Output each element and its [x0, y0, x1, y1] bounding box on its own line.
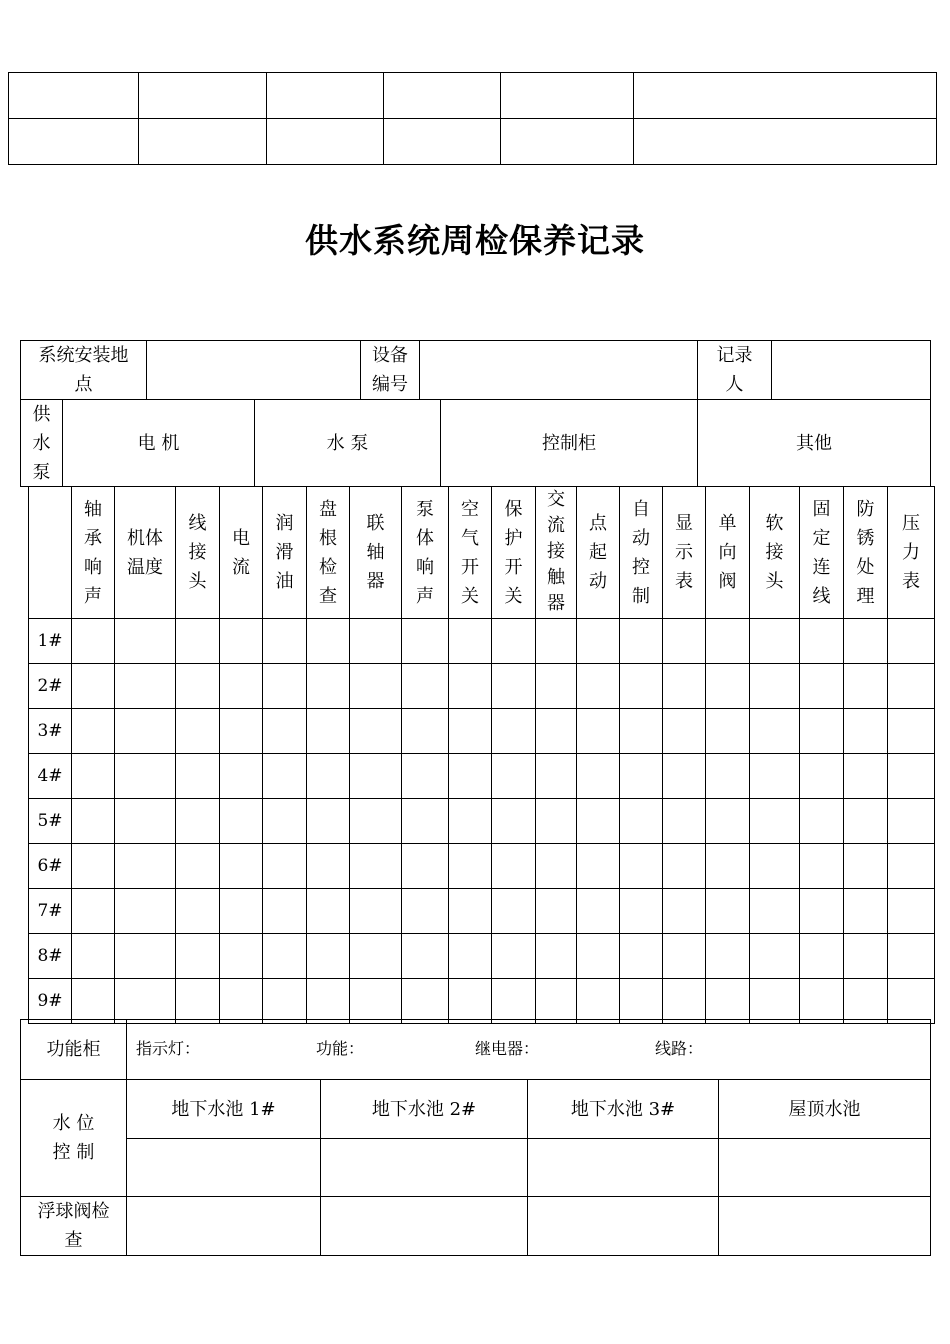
- record-cell[interactable]: [449, 979, 492, 1024]
- record-cell[interactable]: [449, 619, 492, 664]
- record-cell[interactable]: [350, 934, 402, 979]
- record-cell[interactable]: [536, 979, 577, 1024]
- record-cell[interactable]: [706, 754, 750, 799]
- record-cell[interactable]: [263, 709, 307, 754]
- device-no-label-cell: [360, 340, 420, 400]
- column-header: [350, 487, 402, 619]
- column-header-label: 软接头: [765, 513, 784, 592]
- corner-cell: [29, 487, 72, 619]
- record-cell[interactable]: [263, 619, 307, 664]
- page-title: 供水系统周检保养记录: [305, 221, 645, 260]
- water-level-label-cell: [20, 1079, 127, 1197]
- record-cell[interactable]: [844, 709, 888, 754]
- recorder-field[interactable]: [771, 340, 931, 400]
- column-header: [750, 487, 800, 619]
- record-cell[interactable]: [800, 844, 844, 889]
- record-cell[interactable]: [577, 934, 620, 979]
- pool-header-label: 地下水池 3#: [570, 1098, 676, 1120]
- row-label: 6#: [29, 844, 72, 889]
- record-cell[interactable]: [307, 844, 350, 889]
- record-cell[interactable]: [220, 799, 263, 844]
- float-valve-cell[interactable]: [126, 1196, 321, 1256]
- record-cell[interactable]: [115, 979, 176, 1024]
- record-cell[interactable]: [263, 934, 307, 979]
- record-cell[interactable]: [663, 979, 706, 1024]
- table-row: [29, 799, 935, 844]
- table-row: [29, 619, 935, 664]
- record-cell[interactable]: [307, 664, 350, 709]
- row-label: 4#: [29, 754, 72, 799]
- record-cell[interactable]: [307, 889, 350, 934]
- record-cell[interactable]: [844, 619, 888, 664]
- record-cell[interactable]: [706, 619, 750, 664]
- record-cell[interactable]: [844, 664, 888, 709]
- column-header: [263, 487, 307, 619]
- record-cell[interactable]: [449, 889, 492, 934]
- column-header-label: 保护开关: [504, 498, 523, 607]
- pool-value-cell[interactable]: [320, 1138, 528, 1197]
- column-header: [176, 487, 220, 619]
- group-motor: [62, 399, 255, 487]
- record-cell[interactable]: [350, 619, 402, 664]
- record-cell[interactable]: [176, 934, 220, 979]
- pool-header-label: 地下水池 2#: [371, 1098, 477, 1120]
- record-cell[interactable]: [663, 754, 706, 799]
- record-cell[interactable]: [536, 754, 577, 799]
- table-row: [29, 664, 935, 709]
- record-cell[interactable]: [800, 664, 844, 709]
- record-cell[interactable]: [577, 889, 620, 934]
- record-cell[interactable]: [402, 889, 449, 934]
- record-cell[interactable]: [263, 754, 307, 799]
- record-cell[interactable]: [750, 709, 800, 754]
- record-cell[interactable]: [492, 844, 536, 889]
- blank-cell[interactable]: [267, 73, 384, 119]
- record-cell[interactable]: [536, 664, 577, 709]
- record-cell[interactable]: [220, 664, 263, 709]
- record-cell[interactable]: [449, 664, 492, 709]
- recorder-label: 记录人: [716, 345, 753, 395]
- record-cell[interactable]: [72, 844, 115, 889]
- record-cell[interactable]: [577, 664, 620, 709]
- blank-cell[interactable]: [139, 119, 267, 165]
- pump-label-cell: [20, 399, 63, 487]
- record-cell[interactable]: [115, 664, 176, 709]
- record-cell[interactable]: [220, 844, 263, 889]
- record-cell[interactable]: [402, 934, 449, 979]
- column-header: [706, 487, 750, 619]
- record-cell[interactable]: [492, 934, 536, 979]
- record-cell[interactable]: [577, 619, 620, 664]
- blank-cell[interactable]: [501, 119, 634, 165]
- record-cell[interactable]: [536, 799, 577, 844]
- record-cell[interactable]: [220, 979, 263, 1024]
- inspection-table: [28, 486, 935, 1024]
- record-cell[interactable]: [800, 799, 844, 844]
- top-blank-table: [8, 72, 937, 165]
- record-cell[interactable]: [176, 979, 220, 1024]
- record-cell[interactable]: [750, 889, 800, 934]
- record-cell[interactable]: [176, 799, 220, 844]
- column-header: [844, 487, 888, 619]
- row-label: 3#: [29, 709, 72, 754]
- record-cell[interactable]: [620, 709, 663, 754]
- record-cell[interactable]: [449, 709, 492, 754]
- record-cell[interactable]: [620, 799, 663, 844]
- record-cell[interactable]: [72, 979, 115, 1024]
- record-cell[interactable]: [844, 979, 888, 1024]
- table-row: [9, 119, 937, 165]
- circuit-label: 线路：: [655, 1039, 704, 1058]
- record-cell[interactable]: [350, 754, 402, 799]
- record-cell[interactable]: [844, 754, 888, 799]
- column-header: [888, 487, 935, 619]
- record-cell[interactable]: [750, 619, 800, 664]
- record-cell[interactable]: [263, 979, 307, 1024]
- record-cell[interactable]: [663, 934, 706, 979]
- record-cell[interactable]: [263, 664, 307, 709]
- relay-label: 继电器：: [475, 1039, 540, 1058]
- table-row: [29, 844, 935, 889]
- column-header-label: 点起动: [589, 513, 607, 592]
- record-cell[interactable]: [750, 934, 800, 979]
- record-cell[interactable]: [449, 799, 492, 844]
- record-cell[interactable]: [402, 979, 449, 1024]
- record-cell[interactable]: [449, 934, 492, 979]
- record-cell[interactable]: [620, 844, 663, 889]
- record-cell[interactable]: [72, 799, 115, 844]
- group-other: [697, 399, 931, 487]
- group-motor-label: 电 机: [137, 432, 180, 454]
- record-cell[interactable]: [800, 934, 844, 979]
- blank-cell[interactable]: [384, 73, 501, 119]
- record-cell[interactable]: [307, 934, 350, 979]
- group-water-pump-label: 水 泵: [326, 432, 369, 454]
- column-header: [72, 487, 115, 619]
- record-cell[interactable]: [115, 844, 176, 889]
- record-cell[interactable]: [536, 709, 577, 754]
- record-cell[interactable]: [577, 844, 620, 889]
- column-header-label: 单向阀: [718, 513, 737, 592]
- column-header-label: 联轴器: [366, 513, 385, 592]
- record-cell[interactable]: [492, 979, 536, 1024]
- record-cell[interactable]: [492, 619, 536, 664]
- location-label-cell: [20, 340, 147, 400]
- blank-cell[interactable]: [384, 119, 501, 165]
- pool-header: [527, 1079, 719, 1139]
- record-cell[interactable]: [888, 799, 935, 844]
- record-cell[interactable]: [449, 754, 492, 799]
- record-cell[interactable]: [220, 889, 263, 934]
- column-header-label: 交流接触器: [547, 489, 565, 614]
- float-valve-label-cell: [20, 1196, 127, 1256]
- record-cell[interactable]: [800, 619, 844, 664]
- location-label: 系统安装地点: [38, 345, 129, 395]
- record-cell[interactable]: [888, 844, 935, 889]
- pump-label: 供水泵: [32, 403, 51, 483]
- record-cell[interactable]: [663, 664, 706, 709]
- record-cell[interactable]: [115, 619, 176, 664]
- column-header-label: 轴承响声: [84, 498, 102, 607]
- table-row: [29, 889, 935, 934]
- record-cell[interactable]: [402, 619, 449, 664]
- column-header-label: 固定连线: [812, 498, 831, 607]
- record-cell[interactable]: [402, 799, 449, 844]
- record-cell[interactable]: [220, 709, 263, 754]
- record-cell[interactable]: [888, 754, 935, 799]
- record-cell[interactable]: [176, 754, 220, 799]
- record-cell[interactable]: [263, 889, 307, 934]
- recorder-label-cell: [697, 340, 772, 400]
- record-cell[interactable]: [72, 619, 115, 664]
- record-cell[interactable]: [706, 979, 750, 1024]
- record-cell[interactable]: [72, 934, 115, 979]
- row-label: 7#: [29, 889, 72, 934]
- record-cell[interactable]: [577, 754, 620, 799]
- device-no-field[interactable]: [419, 340, 698, 400]
- record-cell[interactable]: [220, 934, 263, 979]
- record-cell[interactable]: [176, 889, 220, 934]
- record-cell[interactable]: [888, 979, 935, 1024]
- record-cell[interactable]: [492, 664, 536, 709]
- record-cell[interactable]: [492, 754, 536, 799]
- record-cell[interactable]: [402, 754, 449, 799]
- record-cell[interactable]: [536, 934, 577, 979]
- record-cell[interactable]: [492, 889, 536, 934]
- record-cell[interactable]: [307, 754, 350, 799]
- record-cell[interactable]: [706, 889, 750, 934]
- column-header-label: 空气开关: [461, 498, 479, 607]
- record-cell[interactable]: [536, 889, 577, 934]
- record-cell[interactable]: [350, 709, 402, 754]
- record-cell[interactable]: [620, 979, 663, 1024]
- record-cell[interactable]: [620, 889, 663, 934]
- pool-header: [126, 1079, 321, 1139]
- table-row: [29, 934, 935, 979]
- function-cabinet-label-cell: [20, 1019, 127, 1080]
- record-cell[interactable]: [72, 664, 115, 709]
- record-cell[interactable]: [220, 619, 263, 664]
- column-header-label: 自动控制: [632, 498, 650, 607]
- pool-header: [718, 1079, 931, 1139]
- record-cell[interactable]: [888, 709, 935, 754]
- record-cell[interactable]: [888, 934, 935, 979]
- function-cabinet-label: 功能柜: [46, 1039, 101, 1060]
- column-header-label: 压力表: [902, 513, 920, 592]
- record-cell[interactable]: [706, 709, 750, 754]
- column-header-label: 机体温度: [127, 527, 163, 578]
- record-cell[interactable]: [115, 754, 176, 799]
- row-label: 1#: [29, 619, 72, 664]
- record-cell[interactable]: [307, 619, 350, 664]
- record-cell[interactable]: [115, 709, 176, 754]
- table-row: [29, 754, 935, 799]
- pool-header: [320, 1079, 528, 1139]
- indicator-label: 指示灯：: [136, 1039, 201, 1058]
- record-cell[interactable]: [307, 799, 350, 844]
- column-header: [800, 487, 844, 619]
- record-cell[interactable]: [750, 844, 800, 889]
- column-header-label: 润滑油: [275, 513, 294, 592]
- record-cell[interactable]: [800, 979, 844, 1024]
- record-cell[interactable]: [663, 619, 706, 664]
- column-header: [402, 487, 449, 619]
- record-cell[interactable]: [350, 844, 402, 889]
- column-header-label: 线接头: [188, 513, 207, 592]
- record-cell[interactable]: [750, 754, 800, 799]
- row-label: 8#: [29, 934, 72, 979]
- column-header-label: 显示表: [675, 513, 693, 592]
- record-cell[interactable]: [263, 799, 307, 844]
- record-cell[interactable]: [72, 889, 115, 934]
- record-cell[interactable]: [350, 799, 402, 844]
- record-cell[interactable]: [888, 664, 935, 709]
- record-cell[interactable]: [577, 979, 620, 1024]
- column-header: [115, 487, 176, 619]
- table-row: [29, 709, 935, 754]
- record-cell[interactable]: [750, 799, 800, 844]
- column-header-label: 电流: [232, 527, 250, 578]
- record-rows: [29, 619, 935, 1024]
- record-cell[interactable]: [888, 889, 935, 934]
- record-cell[interactable]: [263, 844, 307, 889]
- pool-header-label: 屋顶水池: [788, 1098, 861, 1120]
- record-cell[interactable]: [888, 619, 935, 664]
- record-cell[interactable]: [844, 799, 888, 844]
- blank-cell[interactable]: [9, 119, 139, 165]
- column-header: [536, 487, 577, 619]
- record-cell[interactable]: [663, 889, 706, 934]
- water-level-label: 水 位 控 制: [52, 1113, 95, 1163]
- record-cell[interactable]: [706, 664, 750, 709]
- record-cell[interactable]: [620, 619, 663, 664]
- record-cell[interactable]: [72, 709, 115, 754]
- table-row: [9, 73, 937, 119]
- record-cell[interactable]: [402, 709, 449, 754]
- record-cell[interactable]: [844, 844, 888, 889]
- row-label: 5#: [29, 799, 72, 844]
- blank-cell[interactable]: [267, 119, 384, 165]
- record-cell[interactable]: [536, 844, 577, 889]
- record-cell[interactable]: [706, 844, 750, 889]
- location-field[interactable]: [146, 340, 361, 400]
- column-header: [307, 487, 350, 619]
- record-cell[interactable]: [492, 799, 536, 844]
- row-label: 2#: [29, 664, 72, 709]
- group-control-cabinet-label: 控制柜: [542, 432, 596, 454]
- device-no-label: 设备编号: [372, 345, 408, 395]
- column-header-label: 泵体响声: [416, 498, 434, 607]
- record-cell[interactable]: [663, 799, 706, 844]
- record-cell[interactable]: [706, 799, 750, 844]
- record-cell[interactable]: [115, 889, 176, 934]
- record-cell[interactable]: [72, 754, 115, 799]
- record-cell[interactable]: [577, 709, 620, 754]
- float-valve-cell[interactable]: [320, 1196, 528, 1256]
- pool-value-cell[interactable]: [718, 1138, 931, 1197]
- blank-cell[interactable]: [501, 73, 634, 119]
- record-cell[interactable]: [350, 889, 402, 934]
- column-header: [220, 487, 263, 619]
- record-cell[interactable]: [844, 889, 888, 934]
- group-other-label: 其他: [796, 432, 832, 454]
- record-cell[interactable]: [577, 799, 620, 844]
- record-cell[interactable]: [115, 799, 176, 844]
- record-cell[interactable]: [307, 709, 350, 754]
- row-label: 9#: [29, 979, 72, 1024]
- blank-cell[interactable]: [634, 73, 937, 119]
- record-cell[interactable]: [800, 709, 844, 754]
- record-cell[interactable]: [176, 844, 220, 889]
- record-cell[interactable]: [750, 979, 800, 1024]
- column-header-label: 防锈处理: [856, 498, 875, 607]
- record-cell[interactable]: [750, 664, 800, 709]
- record-cell[interactable]: [663, 844, 706, 889]
- record-cell[interactable]: [350, 979, 402, 1024]
- record-cell[interactable]: [402, 844, 449, 889]
- pool-value-cell[interactable]: [527, 1138, 719, 1197]
- record-cell[interactable]: [449, 844, 492, 889]
- record-cell[interactable]: [350, 664, 402, 709]
- float-valve-cell[interactable]: [718, 1196, 931, 1256]
- record-cell[interactable]: [800, 754, 844, 799]
- group-water-pump: [254, 399, 441, 487]
- record-cell[interactable]: [115, 934, 176, 979]
- blank-cell[interactable]: [139, 73, 267, 119]
- record-cell[interactable]: [706, 934, 750, 979]
- record-cell[interactable]: [536, 619, 577, 664]
- record-cell[interactable]: [620, 664, 663, 709]
- pool-value-cell[interactable]: [126, 1138, 321, 1197]
- column-header: [577, 487, 620, 619]
- pool-header-label: 地下水池 1#: [171, 1098, 276, 1120]
- record-cell[interactable]: [492, 709, 536, 754]
- function-label: 功能：: [316, 1039, 365, 1058]
- record-cell[interactable]: [176, 619, 220, 664]
- record-cell[interactable]: [176, 664, 220, 709]
- record-cell[interactable]: [620, 754, 663, 799]
- record-cell[interactable]: [220, 754, 263, 799]
- record-cell[interactable]: [800, 889, 844, 934]
- blank-cell[interactable]: [634, 119, 937, 165]
- table-row: [29, 979, 935, 1024]
- record-cell[interactable]: [844, 934, 888, 979]
- record-cell[interactable]: [307, 979, 350, 1024]
- float-valve-label: 浮球阀检查: [37, 1201, 110, 1251]
- record-cell[interactable]: [402, 664, 449, 709]
- column-header: [663, 487, 706, 619]
- float-valve-cell[interactable]: [527, 1196, 719, 1256]
- record-cell[interactable]: [663, 709, 706, 754]
- group-control-cabinet: [440, 399, 698, 487]
- blank-cell[interactable]: [9, 73, 139, 119]
- column-header-row: [29, 487, 935, 619]
- function-cabinet-field[interactable]: [126, 1019, 931, 1080]
- record-cell[interactable]: [176, 709, 220, 754]
- column-header: [620, 487, 663, 619]
- column-header-label: 盘根检查: [319, 498, 337, 607]
- record-cell[interactable]: [620, 934, 663, 979]
- column-header: [492, 487, 536, 619]
- column-header: [449, 487, 492, 619]
